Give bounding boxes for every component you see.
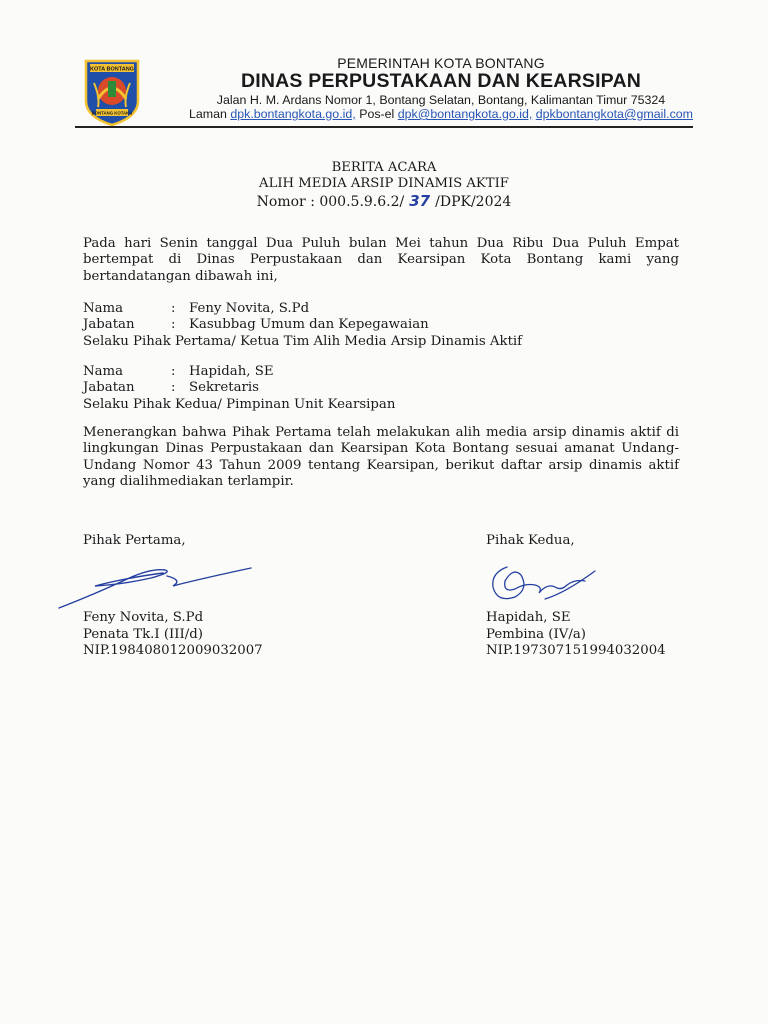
second-party-signature (485, 557, 605, 607)
separator: : (171, 317, 176, 332)
closing-paragraph: Menerangkan bahwa Pihak Pertama telah melakukan alih media arsip dinamis aktif di lingkungan Dinas Perpustakaan dan Kearsipan Kota Bontang sesuai amanat Undang-Undang Nomor 43 Tahun 2009 tentang Kearsipan, berikut daftar arsip dinamis aktif yang dialihmediakan terlampir. (83, 425, 679, 490)
party-2-position: Sekretaris (189, 380, 259, 395)
first-party-signatory (83, 610, 263, 660)
first-party-rank: Penata Tk.I (III/d) (83, 626, 203, 642)
second-party-name: Hapidah, SE (486, 610, 571, 625)
number-suffix: /DPK/2024 (435, 194, 512, 210)
first-party-heading: Pihak Pertama, (83, 533, 186, 548)
document-title: BERITA ACARA (331, 160, 437, 175)
agency-address: Jalan H. M. Ardans Nomor 1, Bontang Selatan, Bontang, Kalimantan Timur 75324 (216, 93, 666, 107)
email-label: Pos-el (359, 107, 395, 121)
logo-text-top: KOTA BONTANG (90, 66, 134, 73)
second-party-heading: Pihak Kedua, (486, 533, 575, 548)
number-prefix: Nomor : 000.5.9.6.2/ (256, 194, 405, 210)
letterhead-divider (75, 126, 693, 128)
second-party-rank: Pembina (IV/a) (486, 626, 586, 642)
agency-name: DINAS PERPUSTAKAAN DAN KEARSIPAN (240, 70, 642, 92)
party-1-name: Feny Novita, S.Pd (189, 301, 310, 316)
separator: : (171, 301, 176, 316)
name-label: Nama (83, 301, 124, 316)
logo-text-bottom: BONTANG KOTAKU (91, 110, 133, 116)
city-emblem-logo (80, 57, 144, 127)
second-party-signatory (486, 610, 666, 660)
first-party-signature (55, 556, 255, 614)
document-subtitle: ALIH MEDIA ARSIP DINAMIS AKTIF (259, 176, 509, 191)
party-1-role: Selaku Pihak Pertama/ Ketua Tim Alih Media Arsip Dinamis Aktif (83, 334, 523, 349)
party-2-position-row (83, 380, 259, 396)
government-name: PEMERINTAH KOTA BONTANG (337, 55, 545, 71)
document-number (0, 192, 768, 210)
email-link-2[interactable]: dpkbontangkota@gmail.com (535, 107, 693, 121)
website-label: Laman (189, 107, 227, 121)
first-party-name: Feny Novita, S.Pd (83, 610, 204, 625)
party-1-name-row (83, 301, 309, 317)
party-1-position-row (83, 317, 429, 333)
email-link-1[interactable]: dpk@bontangkota.go.id, (397, 107, 533, 121)
agency-contact (146, 107, 736, 121)
website-link[interactable]: dpk.bontangkota.go.id, (230, 107, 356, 121)
position-label: Jabatan (83, 317, 135, 332)
party-1-position: Kasubbag Umum dan Kepegawaian (189, 317, 429, 332)
party-2-name-row (83, 364, 274, 380)
separator: : (171, 364, 176, 379)
separator: : (171, 380, 176, 395)
first-party-nip: NIP.198408012009032007 (83, 643, 263, 658)
position-label: Jabatan (83, 380, 135, 395)
intro-paragraph: Pada hari Senin tanggal Dua Puluh bulan Mei tahun Dua Ribu Dua Puluh Empat bertempat di Dinas Perpustakaan dan Kearsipan Kota Bontang kami yang bertandatangan dibawah ini, (83, 236, 679, 284)
handwritten-number: 37 (409, 192, 431, 210)
party-2-role: Selaku Pihak Kedua/ Pimpinan Unit Kearsipan (83, 397, 396, 412)
second-party-nip: NIP.197307151994032004 (486, 643, 666, 658)
party-2-name: Hapidah, SE (189, 364, 274, 379)
name-label: Nama (83, 364, 124, 379)
